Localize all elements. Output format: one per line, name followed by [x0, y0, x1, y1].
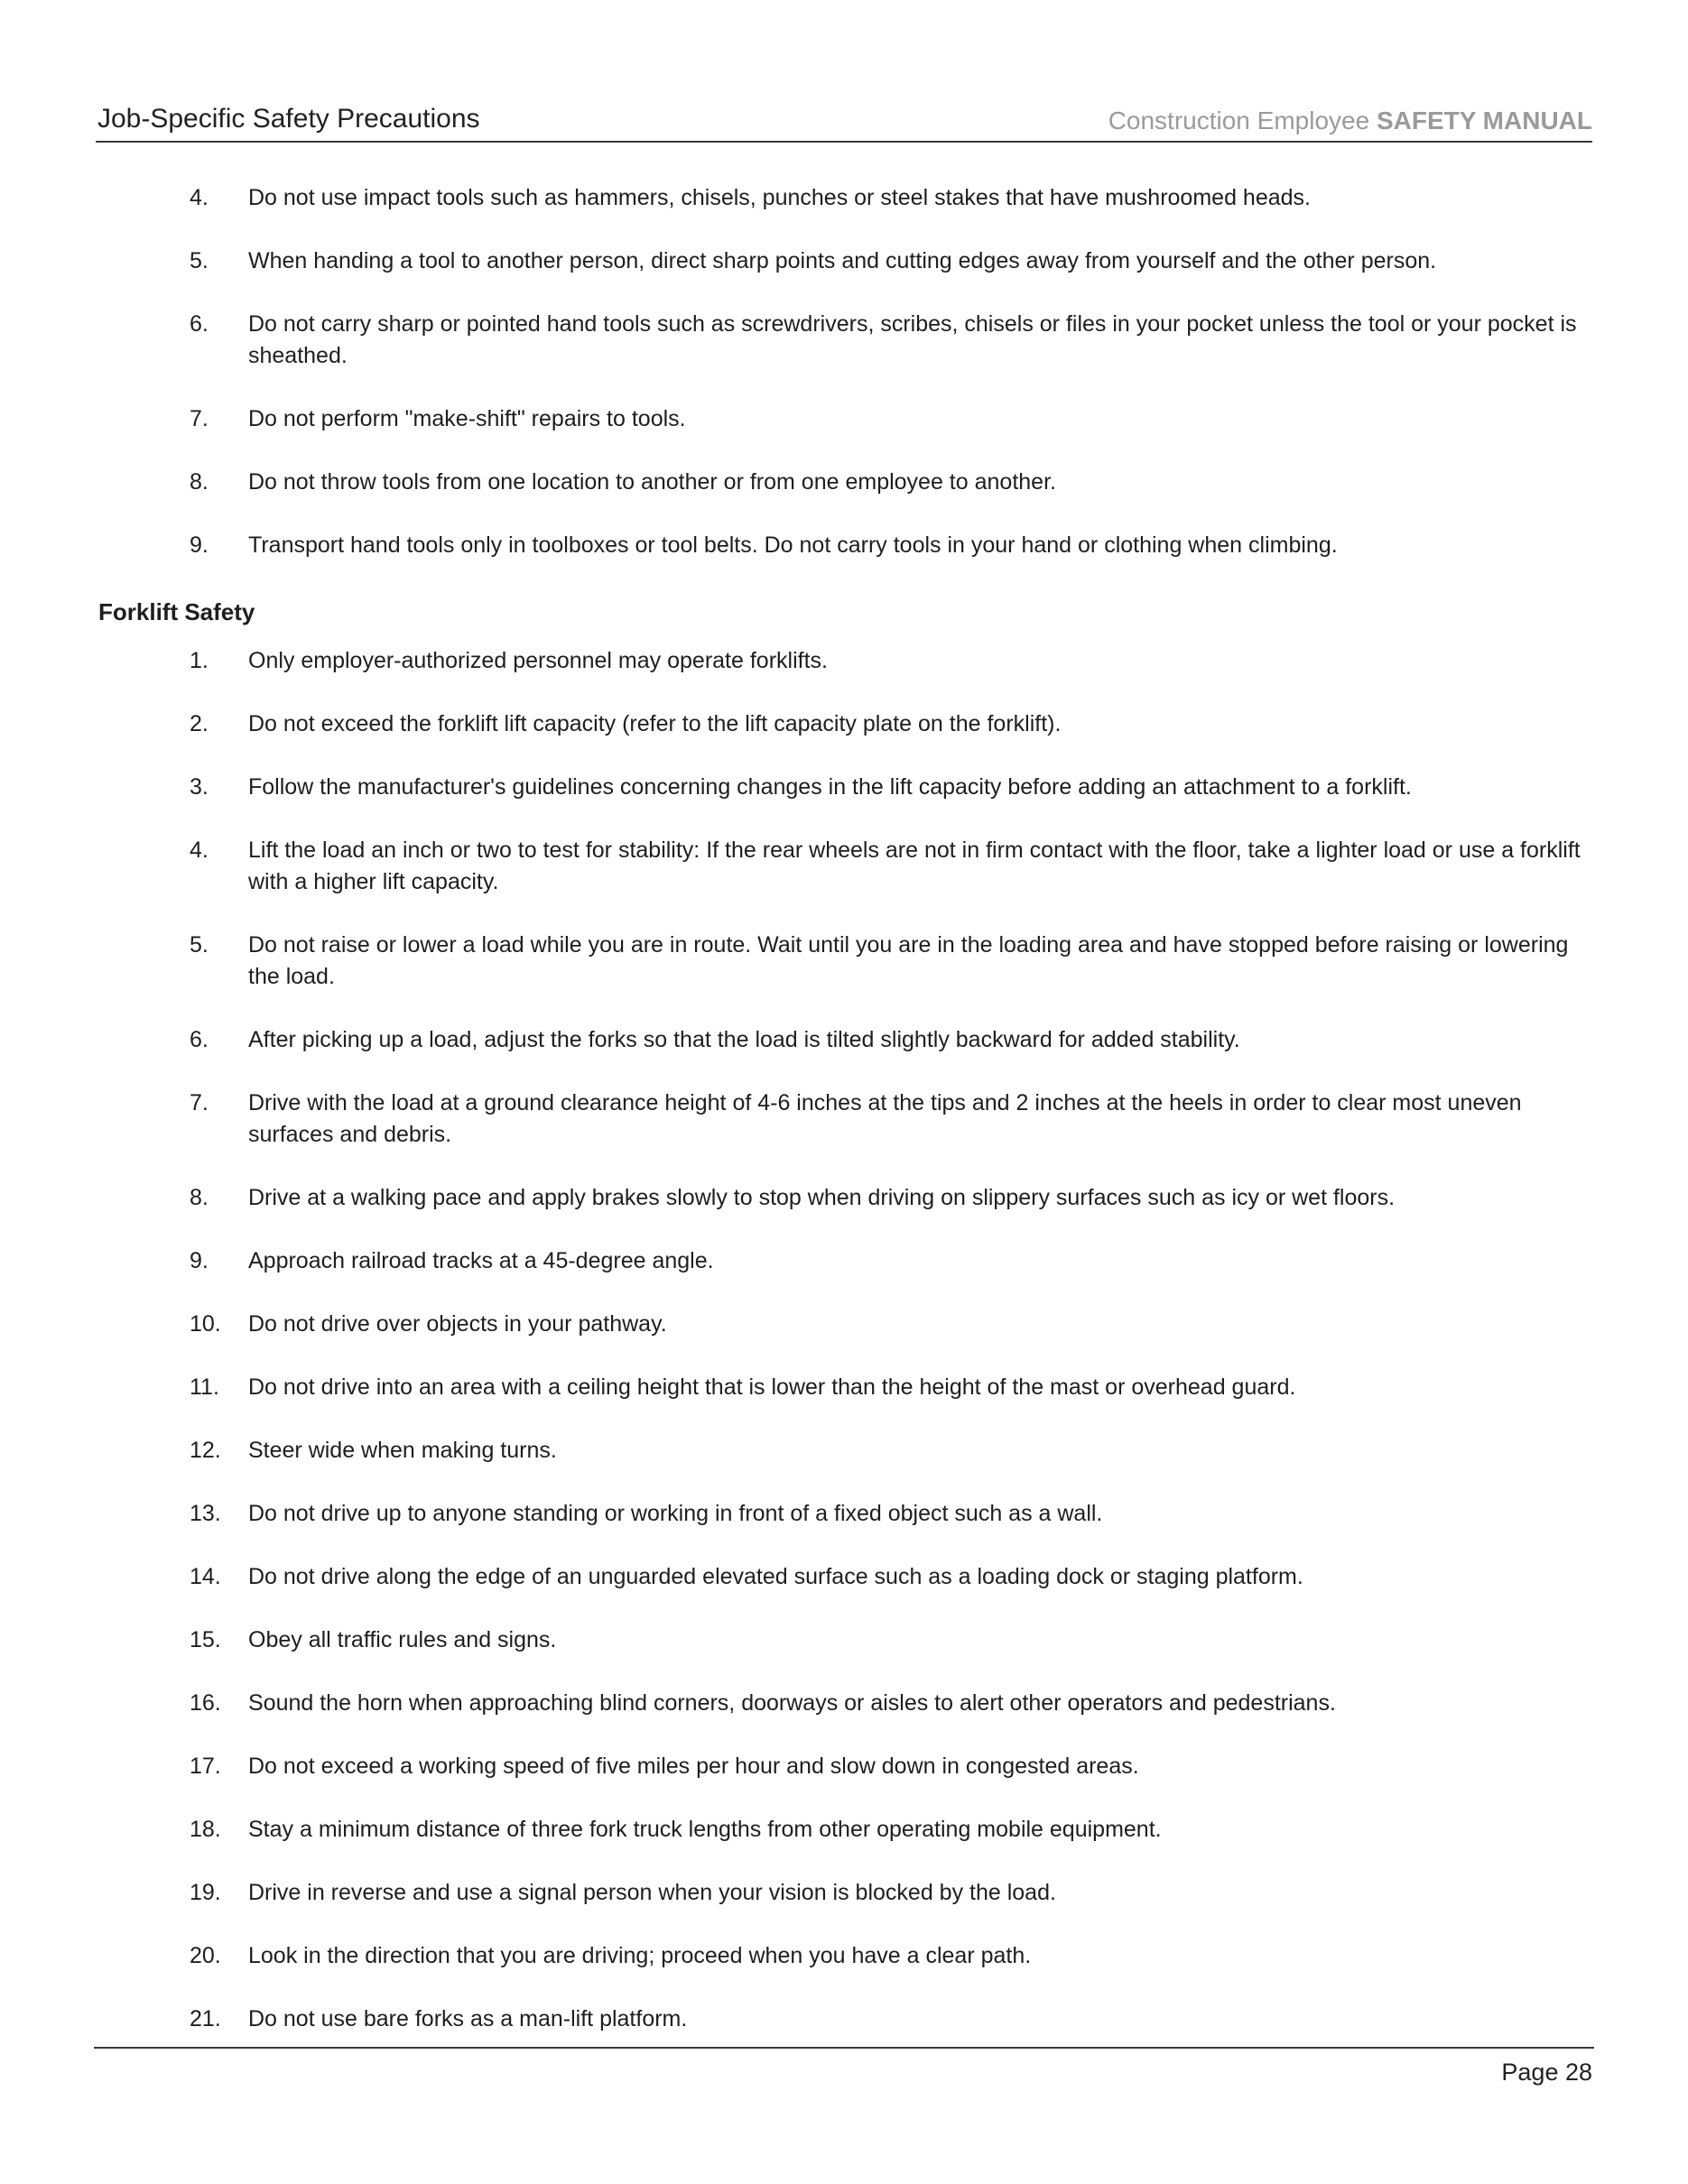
- item-text: Drive with the load at a ground clearance height of 4-6 inches at the tips and 2 inches at the heels in order to clear most uneven surfaces and debris.: [248, 1090, 1522, 1147]
- item-number: 8.: [190, 469, 209, 495]
- page-number: Page 28: [1501, 2059, 1592, 2086]
- list-item: [0, 1245, 1688, 1277]
- item-number: 1.: [190, 648, 209, 673]
- list-item: [0, 772, 1688, 803]
- footer-divider: [94, 2047, 1594, 2049]
- item-number: 14.: [190, 1564, 221, 1589]
- item-text: Do not drive into an area with a ceiling height that is lower than the height of the mast or overhead guard.: [248, 1374, 1296, 1400]
- item-text: Approach railroad tracks at a 45-degree angle.: [248, 1248, 714, 1273]
- list-item: [0, 1498, 1688, 1530]
- list-item: [0, 2004, 1688, 2035]
- list-item: [0, 1561, 1688, 1593]
- item-number: 2.: [190, 711, 209, 736]
- list-item: [0, 1814, 1688, 1846]
- hand-tools-list: [0, 182, 1688, 593]
- header-manual-title: [1108, 104, 1592, 138]
- item-text: Do not use bare forks as a man-lift platform.: [248, 2006, 688, 2031]
- item-number: 19.: [190, 1880, 221, 1905]
- item-number: 21.: [190, 2006, 221, 2031]
- item-text: Do not drive along the edge of an unguarded elevated surface such as a loading dock or staging platform.: [248, 1564, 1303, 1589]
- item-number: 13.: [190, 1501, 221, 1526]
- item-text: Sound the horn when approaching blind corners, doorways or aisles to alert other operators and pedestrians.: [248, 1690, 1336, 1716]
- item-text: Do not exceed a working speed of five miles per hour and slow down in congested areas.: [248, 1754, 1139, 1779]
- item-text: Do not raise or lower a load while you are in route. Wait until you are in the loading area and have stopped before raising or lowering the load.: [248, 932, 1569, 989]
- item-text: Do not drive over objects in your pathway.: [248, 1311, 667, 1337]
- item-number: 12.: [190, 1438, 221, 1463]
- list-item: [0, 1372, 1688, 1403]
- item-number: 5.: [190, 932, 209, 958]
- list-item: [0, 645, 1688, 677]
- item-text: Obey all traffic rules and signs.: [248, 1627, 557, 1652]
- item-number: 11.: [190, 1374, 219, 1400]
- item-number: 15.: [190, 1627, 221, 1652]
- list-item: [0, 930, 1688, 993]
- list-item: [0, 1751, 1688, 1782]
- list-item: [0, 1182, 1688, 1214]
- list-item: [0, 835, 1688, 898]
- item-number: 18.: [190, 1817, 221, 1842]
- item-number: 6.: [190, 311, 209, 337]
- list-item: [0, 245, 1688, 277]
- item-number: 10.: [190, 1311, 221, 1337]
- item-text: Do not carry sharp or pointed hand tools such as screwdrivers, scribes, chisels or files in your pocket unless the tool or your pocket is sheathed.: [248, 311, 1577, 368]
- item-number: 6.: [190, 1027, 209, 1052]
- page-header: [96, 101, 1592, 143]
- list-item: [0, 1309, 1688, 1340]
- list-item: [0, 403, 1688, 435]
- item-text: Follow the manufacturer's guidelines concerning changes in the lift capacity before adding an attachment to a forklift.: [248, 774, 1412, 800]
- list-item: [0, 1087, 1688, 1151]
- item-number: 9.: [190, 1248, 209, 1273]
- list-item: [0, 1940, 1688, 1972]
- list-item: [0, 708, 1688, 740]
- item-number: 16.: [190, 1690, 221, 1716]
- list-item: [0, 530, 1688, 561]
- item-number: 8.: [190, 1185, 209, 1210]
- item-text: Do not perform "make-shift" repairs to tools.: [248, 406, 686, 431]
- forklift-safety-heading: Forklift Safety: [98, 598, 255, 625]
- item-text: Do not drive up to anyone standing or working in front of a fixed object such as a wall.: [248, 1501, 1103, 1526]
- list-item: [0, 1877, 1688, 1909]
- item-text: Only employer-authorized personnel may operate forklifts.: [248, 648, 828, 673]
- item-number: 3.: [190, 774, 209, 800]
- item-text: After picking up a load, adjust the forks so that the load is tilted slightly backward for added stability.: [248, 1027, 1240, 1052]
- item-text: Drive in reverse and use a signal person when your vision is blocked by the load.: [248, 1880, 1056, 1905]
- list-item: [0, 182, 1688, 214]
- item-number: 4.: [190, 185, 209, 210]
- item-text: Do not exceed the forklift lift capacity (refer to the lift capacity plate on the forklift).: [248, 711, 1062, 736]
- item-text: Do not use impact tools such as hammers, chisels, punches or steel stakes that have mushroomed heads.: [248, 185, 1311, 210]
- item-number: 5.: [190, 248, 209, 273]
- header-manual-prefix: Construction Employee: [1108, 106, 1377, 134]
- item-number: 9.: [190, 532, 209, 558]
- item-number: 4.: [190, 838, 209, 863]
- item-number: 17.: [190, 1754, 221, 1779]
- item-text: Transport hand tools only in toolboxes or tool belts. Do not carry tools in your hand or clothing when climbing.: [248, 532, 1338, 558]
- list-item: [0, 1688, 1688, 1719]
- item-text: Look in the direction that you are driving; proceed when you have a clear path.: [248, 1943, 1032, 1968]
- header-section-title: Job-Specific Safety Precautions: [97, 104, 480, 134]
- item-number: 7.: [190, 406, 209, 431]
- item-number: 20.: [190, 1943, 221, 1968]
- list-item: [0, 1435, 1688, 1467]
- list-item: [0, 309, 1688, 372]
- item-text: Stay a minimum distance of three fork truck lengths from other operating mobile equipment.: [248, 1817, 1162, 1842]
- item-text: Steer wide when making turns.: [248, 1438, 557, 1463]
- item-text: When handing a tool to another person, direct sharp points and cutting edges away from yourself and the other person.: [248, 248, 1437, 273]
- list-item: [0, 1624, 1688, 1656]
- list-item: [0, 1024, 1688, 1056]
- item-text: Do not throw tools from one location to another or from one employee to another.: [248, 469, 1056, 495]
- forklift-safety-list: [0, 645, 1688, 2067]
- list-item: [0, 467, 1688, 498]
- header-manual-name: SAFETY MANUAL: [1376, 106, 1592, 134]
- item-text: Lift the load an inch or two to test for stability: If the rear wheels are not in firm contact with the floor, take a lighter load or use a forklift with a higher lift capacity.: [248, 838, 1581, 894]
- item-text: Drive at a walking pace and apply brakes slowly to stop when driving on slippery surfaces such as icy or wet floors.: [248, 1185, 1396, 1210]
- item-number: 7.: [190, 1090, 209, 1115]
